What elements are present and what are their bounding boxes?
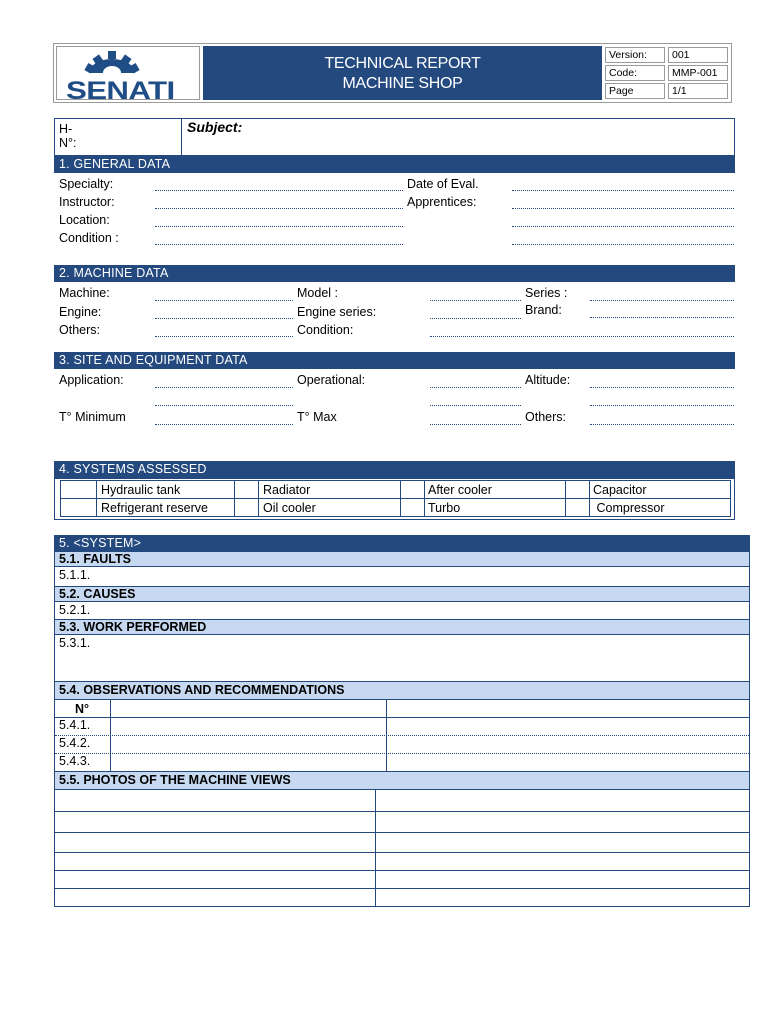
hn-label-2: N°: [59,136,77,150]
site-others-label: Others: [525,410,566,424]
brand-label: Brand: [525,303,562,317]
apprentices-label: Apprentices: [407,195,477,209]
others-label: Others: [59,323,100,337]
doc-meta [605,46,730,100]
obs-item[interactable]: 5.4.1. [59,718,91,732]
system-label: After cooler [428,483,492,497]
page-label: Page [605,83,665,99]
page-value: 1/1 [668,83,728,99]
title-line-1: TECHNICAL REPORT [324,55,481,72]
check-refrigerant-reserve[interactable] [61,499,96,516]
machine-label: Machine: [59,286,110,300]
systems-col-line [589,480,590,517]
date-eval-field[interactable] [512,190,734,191]
system-label: Hydraulic tank [101,483,181,497]
obs-col-line [110,700,111,771]
t-min-label: T° Minimum [59,410,126,424]
t-max-label: T° Max [297,410,337,424]
instructor-field[interactable] [155,208,403,209]
systems-header: 4. SYSTEMS ASSESSED [54,461,735,478]
systems-row-divider [60,498,731,499]
check-oil-cooler[interactable] [235,499,258,516]
apprentices-field-2[interactable] [512,226,734,227]
system-label: Refrigerant reserve [101,501,208,515]
subject-divider [181,118,182,156]
model-label: Model : [297,286,338,300]
machine-condition-field[interactable] [430,336,734,337]
check-radiator[interactable] [235,481,258,498]
machine-field[interactable] [155,300,293,301]
series-label: Series : [525,286,568,300]
photos-row-line [55,811,749,812]
site-others-field[interactable] [590,424,734,425]
engine-field[interactable] [155,318,293,319]
check-capacitor[interactable] [566,481,589,498]
subject-label: Subject: [187,119,243,135]
system-label: Radiator [263,483,311,497]
work-item[interactable]: 5.3.1. [59,636,91,650]
photos-row-line [55,870,749,871]
faults-header: 5.1. FAULTS [55,551,749,567]
operational-label: Operational: [297,373,366,387]
site-data-header: 3. SITE AND EQUIPMENT DATA [54,352,735,369]
operational-field-2[interactable] [430,405,521,406]
others-field[interactable] [155,336,293,337]
check-compressor[interactable] [566,499,589,516]
logo-wordmark: SENATI [66,77,175,105]
specialty-label: Specialty: [59,177,114,191]
system-label: Oil cooler [263,501,316,515]
photos-row-line [55,888,749,889]
work-header: 5.3. WORK PERFORMED [55,619,749,635]
machine-data-header: 2. MACHINE DATA [54,265,735,282]
obs-no-label: N° [75,702,90,716]
photos-col-line [375,790,376,907]
application-label: Application: [59,373,124,387]
subject-box [54,118,735,156]
apprentices-field-1[interactable] [512,208,734,209]
document-header [53,43,732,103]
obs-line [55,753,749,754]
photos-header: 5.5. PHOTOS OF THE MACHINE VIEWS [55,771,749,790]
code-value: MMP-001 [668,65,728,81]
report-title [203,46,602,100]
obs-item[interactable]: 5.4.2. [59,736,91,750]
condition-field[interactable] [155,244,403,245]
faults-item[interactable]: 5.1.1. [59,568,91,582]
altitude-label: Altitude: [525,373,571,387]
general-data-header: 1. GENERAL DATA [54,156,735,173]
systems-col-line [258,480,259,517]
version-label: Version: [605,47,665,63]
obs-line [55,735,749,736]
altitude-field-2[interactable] [590,405,734,406]
series-field[interactable] [590,300,734,301]
brand-field[interactable] [590,317,734,318]
code-label: Code: [605,65,665,81]
title-line-2: MACHINE SHOP [342,75,463,92]
system-label: Compressor [593,501,665,515]
check-hydraulic-tank[interactable] [61,481,96,498]
systems-col-line [96,480,97,517]
obs-item[interactable]: 5.4.3. [59,754,91,768]
check-turbo[interactable] [401,499,424,516]
engine-series-label: Engine series: [297,305,377,319]
engine-label: Engine: [59,305,102,319]
application-field[interactable] [155,387,293,388]
t-min-field[interactable] [155,424,293,425]
location-label: Location: [59,213,110,227]
causes-header: 5.2. CAUSES [55,586,749,602]
specialty-field[interactable] [155,190,403,191]
causes-item[interactable]: 5.2.1. [59,603,91,617]
check-after-cooler[interactable] [401,481,424,498]
systems-col-line [424,480,425,517]
obs-line [55,717,749,718]
senati-logo [56,46,200,105]
altitude-field[interactable] [590,387,734,388]
condition-label: Condition : [59,231,119,245]
photos-row-line [55,832,749,833]
operational-field[interactable] [430,387,521,388]
obs-col-line [386,700,387,771]
model-field[interactable] [430,300,521,301]
system-label: Capacitor [593,483,647,497]
location-field[interactable] [155,226,403,227]
version-value: 001 [668,47,728,63]
apprentices-field-3[interactable] [512,244,734,245]
application-field-2[interactable] [155,405,293,406]
date-eval-label: Date of Eval. [407,177,479,191]
t-max-field[interactable] [430,424,521,425]
engine-series-field[interactable] [430,318,521,319]
hn-label-1: H- [59,122,73,136]
machine-condition-label: Condition: [297,323,354,337]
obs-header: 5.4. OBSERVATIONS AND RECOMMENDATIONS [55,681,749,700]
photos-row-line [55,852,749,853]
system-label: Turbo [428,501,461,515]
instructor-label: Instructor: [59,195,115,209]
system-header: 5. <SYSTEM> [54,535,750,552]
